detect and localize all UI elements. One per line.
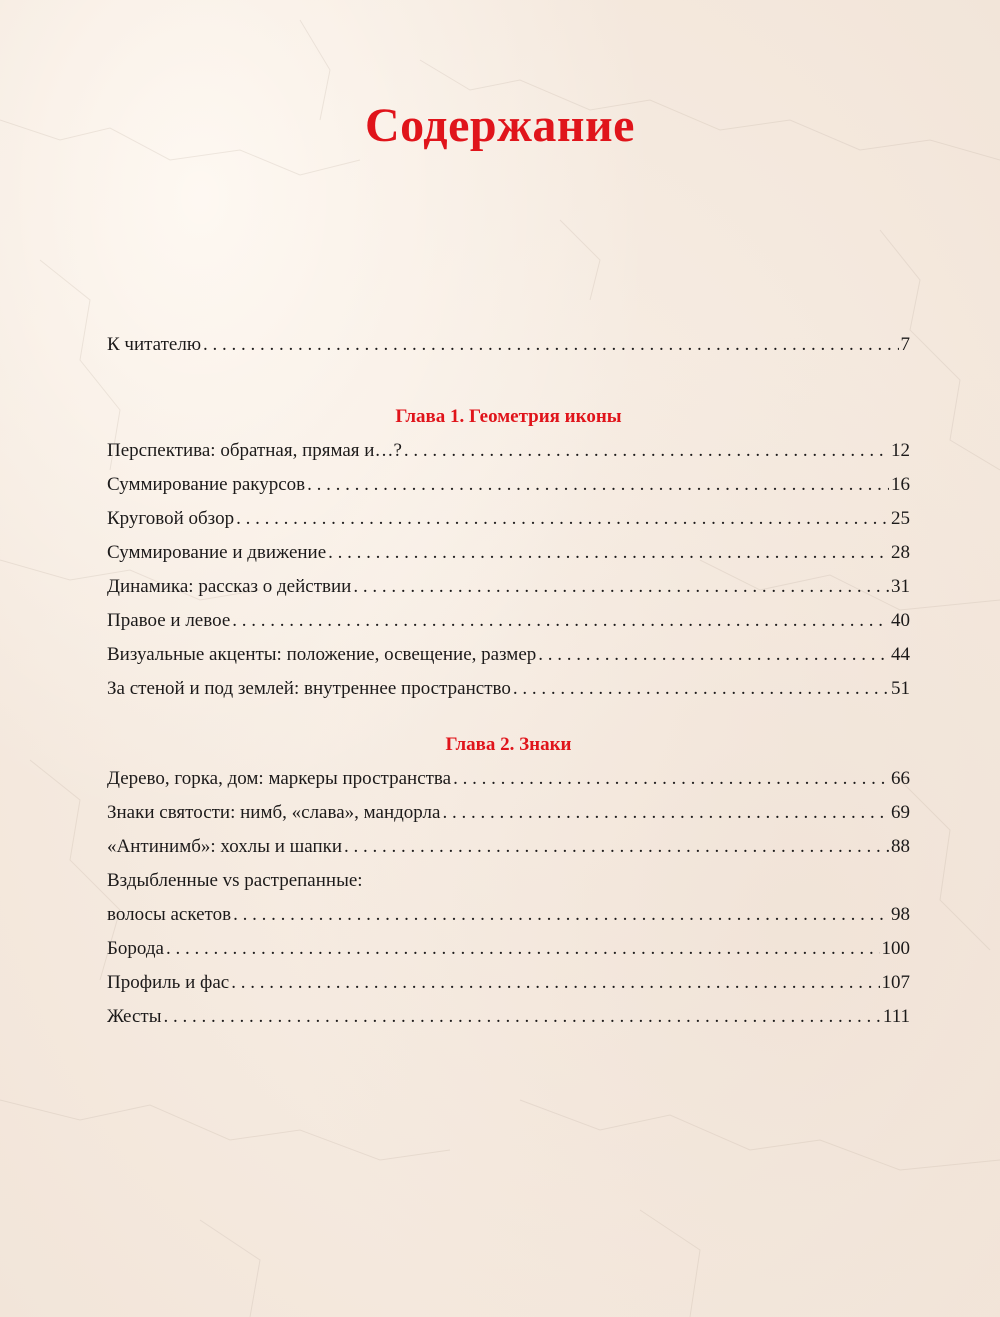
toc-entry-label: К читателю bbox=[107, 334, 202, 355]
toc-entry-page: 31 bbox=[891, 576, 910, 597]
dot-leader bbox=[513, 672, 889, 706]
toc-entry-label: волосы аскетов bbox=[107, 904, 232, 925]
toc-entry-page: 7 bbox=[900, 334, 910, 355]
toc-entry-label: За стеной и под землей: внутреннее пространство bbox=[107, 678, 511, 699]
toc-entry-label: Суммирование и движение bbox=[107, 542, 327, 563]
dot-leader bbox=[233, 898, 889, 932]
dot-leader bbox=[166, 932, 880, 966]
toc-entry-page: 25 bbox=[891, 508, 910, 529]
toc-entry-label: Динамика: рассказ о действии bbox=[107, 576, 352, 597]
toc-entry-label: Суммирование ракурсов bbox=[107, 474, 306, 495]
toc-entry[interactable] bbox=[107, 502, 910, 536]
toc-entry-page: 111 bbox=[882, 1006, 910, 1027]
toc-entry[interactable] bbox=[107, 1000, 910, 1034]
toc-entry-page: 88 bbox=[891, 836, 910, 857]
toc-entry[interactable] bbox=[107, 932, 910, 966]
toc-entry-label: Перспектива: обратная, прямая и…? bbox=[107, 440, 402, 461]
toc-entry-label: Дерево, горка, дом: маркеры пространства bbox=[107, 768, 452, 789]
toc-entry-label: Визуальные акценты: положение, освещение, размер bbox=[107, 644, 537, 665]
toc-entry[interactable] bbox=[107, 536, 910, 570]
toc-entry[interactable] bbox=[107, 638, 910, 672]
dot-leader bbox=[236, 502, 889, 536]
page-title: Содержание bbox=[365, 99, 635, 152]
toc-entry-page: 28 bbox=[891, 542, 910, 563]
toc-entry-page: 40 bbox=[891, 610, 910, 631]
dot-leader bbox=[231, 966, 879, 1000]
dot-leader bbox=[307, 468, 889, 502]
spacer bbox=[107, 706, 910, 728]
toc-entry-page: 69 bbox=[891, 802, 910, 823]
dot-leader bbox=[163, 1000, 880, 1034]
toc-entry[interactable] bbox=[107, 966, 910, 1000]
toc-entry-label: «Антинимб»: хохлы и шапки bbox=[107, 836, 343, 857]
dot-leader bbox=[442, 796, 889, 830]
toc-entry-page: 51 bbox=[891, 678, 910, 699]
dot-leader bbox=[538, 638, 889, 672]
toc-entry-page: 66 bbox=[891, 768, 910, 789]
toc-entry-preface[interactable] bbox=[107, 328, 910, 362]
toc-entry-label: Знаки святости: нимб, «слава», мандорла bbox=[107, 802, 441, 823]
chapter-2-heading: Глава 2. Знаки bbox=[445, 734, 572, 755]
toc-entry-label: Борода bbox=[107, 938, 164, 959]
toc-entry-label: Жесты bbox=[107, 1006, 162, 1027]
toc-entry-page: 100 bbox=[881, 938, 910, 959]
toc-entry-label: Круговой обзор bbox=[107, 508, 235, 529]
table-of-contents bbox=[107, 328, 910, 1034]
toc-entry-page: 44 bbox=[891, 644, 910, 665]
toc-entry[interactable] bbox=[107, 468, 910, 502]
dot-leader bbox=[232, 604, 889, 638]
dot-leader bbox=[328, 536, 889, 570]
dot-leader bbox=[203, 328, 898, 362]
toc-entry[interactable] bbox=[107, 434, 910, 468]
toc-entry[interactable] bbox=[107, 830, 910, 864]
toc-entry[interactable] bbox=[107, 796, 910, 830]
dot-leader bbox=[344, 830, 889, 864]
toc-entry[interactable] bbox=[107, 672, 910, 706]
toc-entry[interactable] bbox=[107, 570, 910, 604]
toc-entry-page: 16 bbox=[891, 474, 910, 495]
toc-entry-label: Правое и левое bbox=[107, 610, 231, 631]
spacer bbox=[107, 362, 910, 400]
toc-entry[interactable] bbox=[107, 604, 910, 638]
toc-entry-label: Вздыбленные vs растрепанные: bbox=[107, 870, 363, 891]
toc-entry-page: 12 bbox=[891, 440, 910, 461]
chapter-1-heading: Глава 1. Геометрия иконы bbox=[395, 406, 622, 427]
toc-entry[interactable] bbox=[107, 898, 910, 932]
toc-entry-page: 107 bbox=[881, 972, 910, 993]
toc-entry-continued[interactable] bbox=[107, 864, 910, 898]
dot-leader bbox=[353, 570, 889, 604]
toc-entry-page: 98 bbox=[891, 904, 910, 925]
toc-entry[interactable] bbox=[107, 762, 910, 796]
dot-leader bbox=[453, 762, 889, 796]
toc-entry-label: Профиль и фас bbox=[107, 972, 230, 993]
dot-leader bbox=[404, 434, 889, 468]
